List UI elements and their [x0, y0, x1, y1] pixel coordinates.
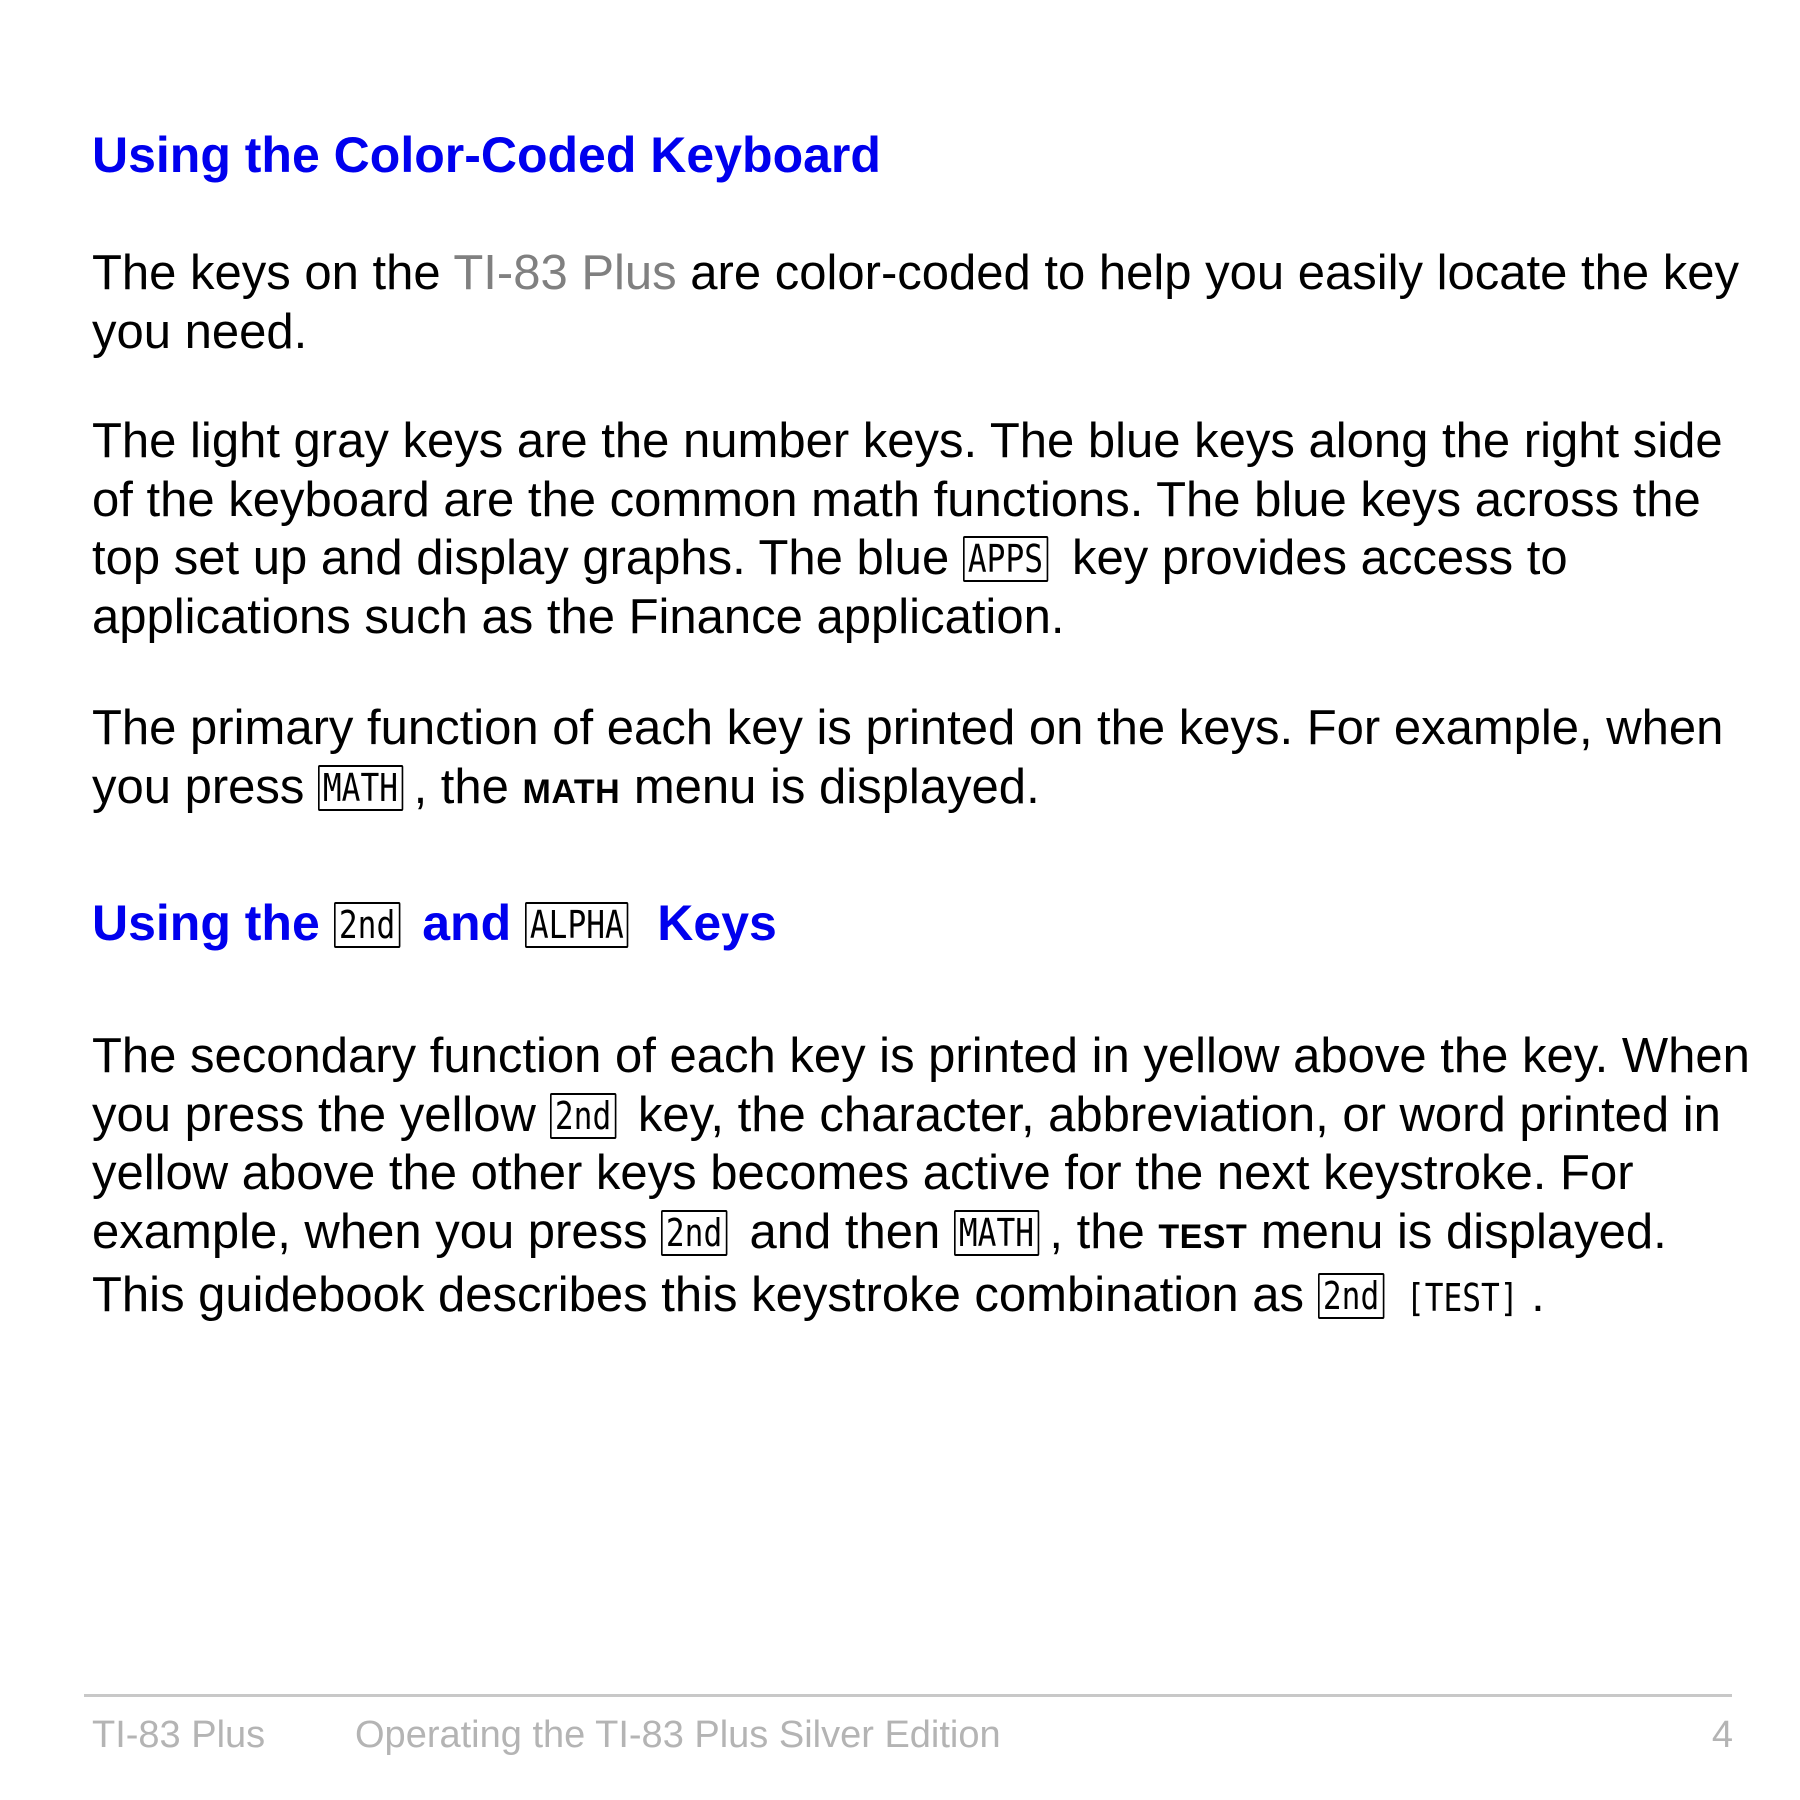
section-heading-2nd-alpha-keys	[92, 893, 777, 953]
section-heading-color-coded-keyboard	[92, 125, 881, 185]
paragraph-secondary-function	[92, 1027, 1752, 1328]
text-run: , the	[413, 759, 523, 814]
bracket-key-test: [TEST]	[1405, 1276, 1519, 1320]
text-run: The keys on the	[92, 246, 454, 300]
footer-chapter-title: Operating the TI-83 Plus Silver Edition	[355, 1714, 1001, 1756]
footer-divider	[84, 1694, 1732, 1697]
text-run: and then	[735, 1204, 954, 1259]
text-run: The secondary function of each key is printed in yellow above the key. When you press the yellow	[92, 1029, 1750, 1142]
heading-text: Using the Color-Coded Keyboard	[92, 127, 881, 183]
key-apps: APPS	[963, 536, 1048, 582]
text-run: key, the character, abbreviation, or word printed in yellow above the other keys becomes active for the next keystroke. For example, when you press	[92, 1087, 1721, 1259]
key-2nd: 2nd	[334, 902, 400, 948]
text-run: .	[1531, 1268, 1545, 1322]
key-2nd: 2nd	[550, 1093, 616, 1139]
text-run: The light gray keys are the number keys. The blue keys along the right side of the keyboard are the common math functions. The blue keys across the top set up and display graphs. The blue	[92, 414, 1723, 585]
key-math: MATH	[318, 765, 403, 811]
product-name: TI-83 Plus	[453, 246, 677, 300]
text-run	[1392, 1268, 1406, 1322]
text-run: menu is displayed. This guidebook describes this keystroke combination as	[92, 1204, 1667, 1322]
text-run: menu is displayed.	[620, 759, 1040, 814]
paragraph-primary-function	[92, 699, 1752, 821]
footer-page-number: 4	[1711, 1714, 1733, 1756]
heading-text: and	[408, 895, 526, 951]
text-run: are color-coded to help you easily locate the key you need.	[92, 246, 1739, 359]
text-run: The primary function of each key is printed on the keys. For example, when you press	[92, 701, 1724, 814]
heading-text: Keys	[643, 895, 777, 951]
heading-text: Using the	[92, 895, 334, 951]
paragraph-keys-color-coded	[92, 244, 1752, 361]
paragraph-key-colors	[92, 412, 1752, 646]
key-alpha: ALPHA	[525, 902, 629, 948]
footer-product: TI-83 Plus	[92, 1714, 266, 1756]
key-2nd: 2nd	[661, 1210, 727, 1256]
key-math: MATH	[954, 1210, 1039, 1256]
menu-name-math: MATH	[522, 772, 621, 811]
text-run: key provides access to applications such as the Finance application.	[92, 531, 1568, 644]
key-2nd: 2nd	[1318, 1273, 1384, 1319]
text-run: , the	[1049, 1204, 1159, 1259]
menu-name-test: TEST	[1158, 1217, 1248, 1256]
